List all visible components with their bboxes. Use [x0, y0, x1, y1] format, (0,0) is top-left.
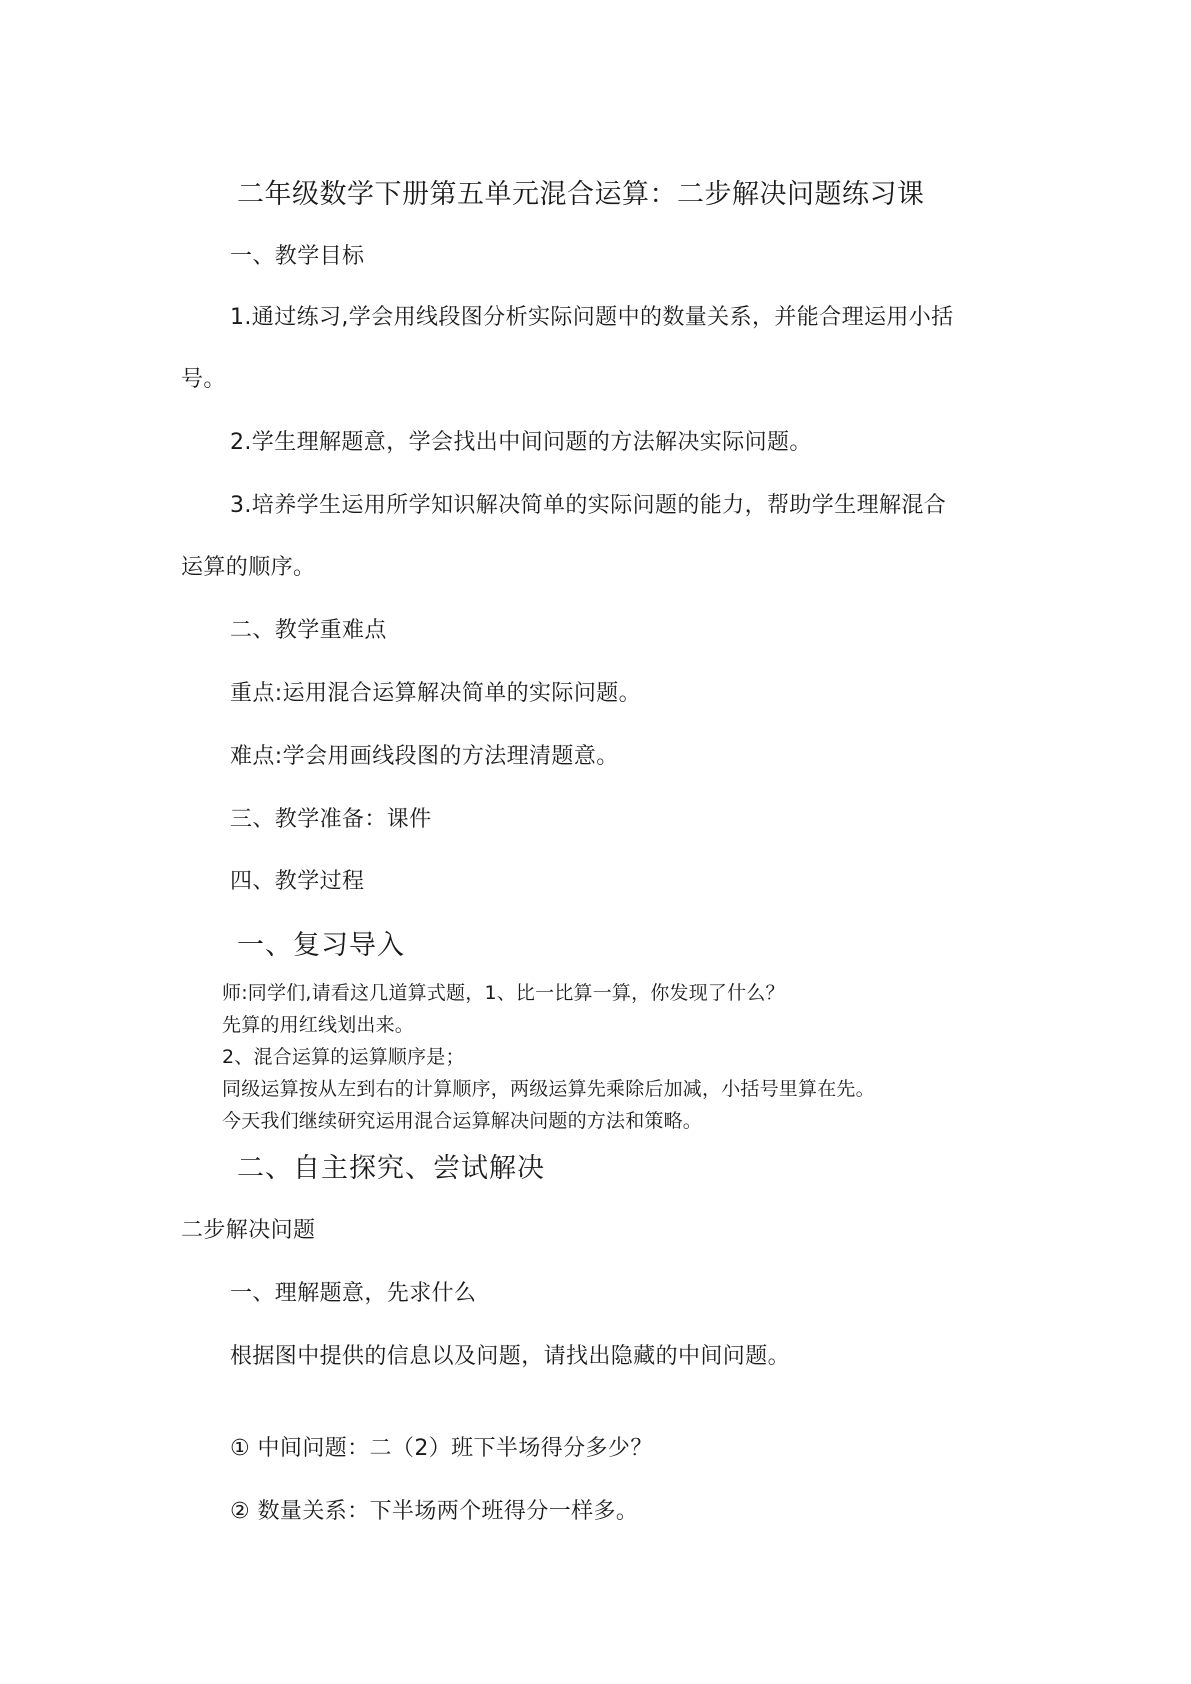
key-point: 重点:运用混合运算解决简单的实际问题。: [230, 681, 642, 706]
part-heading-explore: 二、自主探究、尝试解决: [237, 1153, 545, 1184]
goal-1-line-1: 1.通过练习,学会用线段图分析实际问题中的数量关系，并能合理运用小括: [230, 305, 954, 330]
review-line-2: 先算的用红线划出来。: [222, 1014, 415, 1036]
topic-label: 二步解决问题: [181, 1218, 316, 1243]
step-1-heading: 一、理解题意，先求什么: [230, 1281, 477, 1306]
part-heading-review: 一、复习导入: [237, 930, 405, 961]
goal-2: 2.学生理解题意，学会找出中间问题的方法解决实际问题。: [230, 430, 812, 455]
review-line-1: 师:同学们,请看这几道算式题，1、比一比算一算，你发现了什么？: [222, 982, 785, 1004]
section-heading-preparation: 三、教学准备：课件: [230, 807, 432, 832]
step-1-text: 根据图中提供的信息以及问题，请找出隐藏的中间问题。: [230, 1344, 791, 1369]
review-line-5: 今天我们继续研究运用混合运算解决问题的方法和策略。: [222, 1110, 703, 1132]
goal-3-line-1: 3.培养学生运用所学知识解决简单的实际问题的能力，帮助学生理解混合: [230, 493, 947, 518]
goal-1-line-2: 号。: [181, 367, 226, 392]
section-heading-goals: 一、教学目标: [230, 244, 365, 269]
difficult-point: 难点:学会用画线段图的方法理清题意。: [230, 744, 619, 769]
section-heading-process: 四、教学过程: [230, 869, 365, 894]
question-2: ② 数量关系：下半场两个班得分一样多。: [230, 1499, 639, 1524]
review-line-3: 2、混合运算的运算顺序是；: [222, 1046, 465, 1068]
document-title: 二年级数学下册第五单元混合运算：二步解决问题练习课: [237, 179, 925, 210]
review-line-4: 同级运算按从左到右的计算顺序，两级运算先乘除后加减，小括号里算在先。: [222, 1078, 875, 1100]
question-1: ① 中间问题：二（2）班下半场得分多少？: [230, 1436, 653, 1461]
goal-3-line-2: 运算的顺序。: [181, 555, 316, 580]
section-heading-key-points: 二、教学重难点: [230, 618, 387, 643]
